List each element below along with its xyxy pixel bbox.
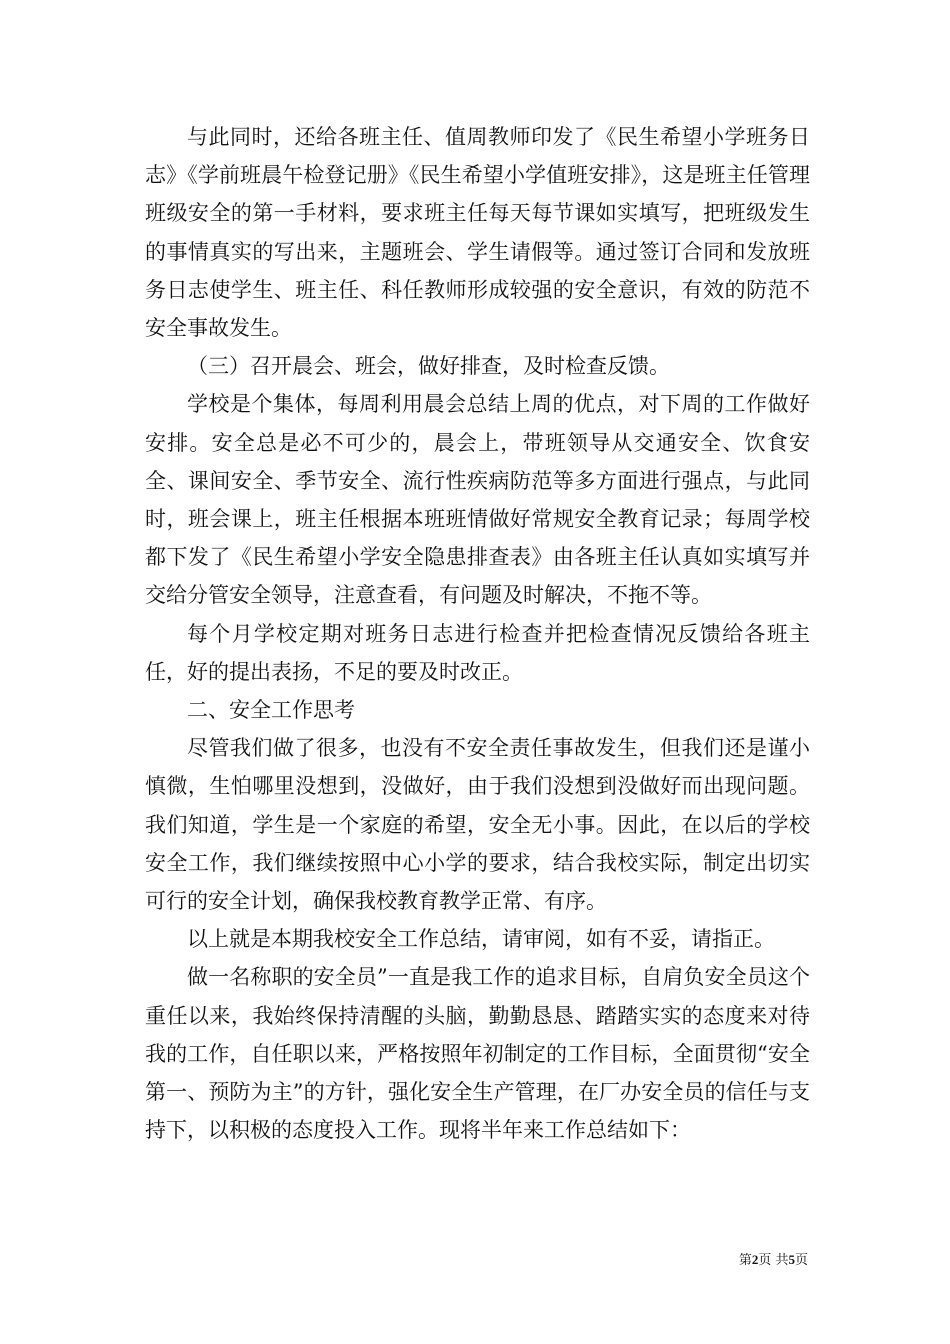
paragraph-heading-safety-thoughts: 二、安全工作思考: [187, 698, 355, 723]
footer-total-pages: 5: [788, 1252, 795, 1267]
paragraph-safety-thoughts: 尽管我们做了很多，也没有不安全责任事故发生，但我们还是谨小慎微，生怕哪里没想到，没做好，由于我们没想到没做好而出现问题。我们知道，学生是一个家庭的希望，安全无小事。因此，在以后的学校安全工作，我们继续按照中心小学的要求，结合我校实际，制定出切实可行的安全计划，确保我校教育教学正常、有序。: [145, 736, 810, 914]
document-body: [145, 118, 810, 1149]
paragraph-heading-morning-meeting: （三）召开晨会、班会，做好排查，及时检查反馈。: [187, 354, 670, 379]
footer-suffix: 页: [794, 1253, 808, 1268]
paragraph-monthly-check: 每个月学校定期对班务日志进行检查并把检查情况反馈给各班主任，好的提出表扬，不足的要及时改正。: [145, 621, 810, 684]
footer-current-page: 2: [751, 1252, 759, 1267]
paragraph-morning-meeting: 学校是个集体，每周利用晨会总结上周的优点，对下周的工作做好安排。安全总是必不可少的，晨会上，带班领导从交通安全、饮食安全、课间安全、季节安全、流行性疾病防范等多方面进行强点，与此同时，班会课上，班主任根据本班班情做好常规安全教育记录；每周学校都下发了《民生希望小学安全隐患排查表》由各班主任认真如实填写并交给分管安全领导，注意查看，有问题及时解决，不拖不等。: [145, 392, 810, 608]
paragraph-safety-officer: 做一名称职的安全员”一直是我工作的追求目标，自肩负安全员这个重任以来，我始终保持清醒的头脑，勤勤恳恳、踏踏实实的态度来对待我的工作，自任职以来，严格按照年初制定的工作目标，全面贯彻“安全第一、预防为主”的方针，强化安全生产管理，在厂办安全员的信任与支持下，以积极的态度投入工作。现将半年来工作总结如下：: [145, 965, 810, 1143]
paragraph-closing: 以上就是本期我校安全工作总结，请审阅，如有不妥，请指正。: [187, 927, 775, 952]
page-footer: [739, 1249, 808, 1268]
paragraph-class-logs: 与此同时，还给各班主任、值周教师印发了《民生希望小学班务日志》《学前班晨午检登记册》《民生希望小学值班安排》，这是班主任管理班级安全的第一手材料，要求班主任每天每节课如实填写，把班级发生的事情真实的写出来，主题班会、学生请假等。通过签订合同和发放班务日志使学生、班主任、科任教师形成较强的安全意识，有效的防范不安全事故发生。: [145, 125, 810, 341]
footer-middle: 页 共: [758, 1253, 789, 1268]
footer-prefix: 第: [738, 1253, 752, 1268]
